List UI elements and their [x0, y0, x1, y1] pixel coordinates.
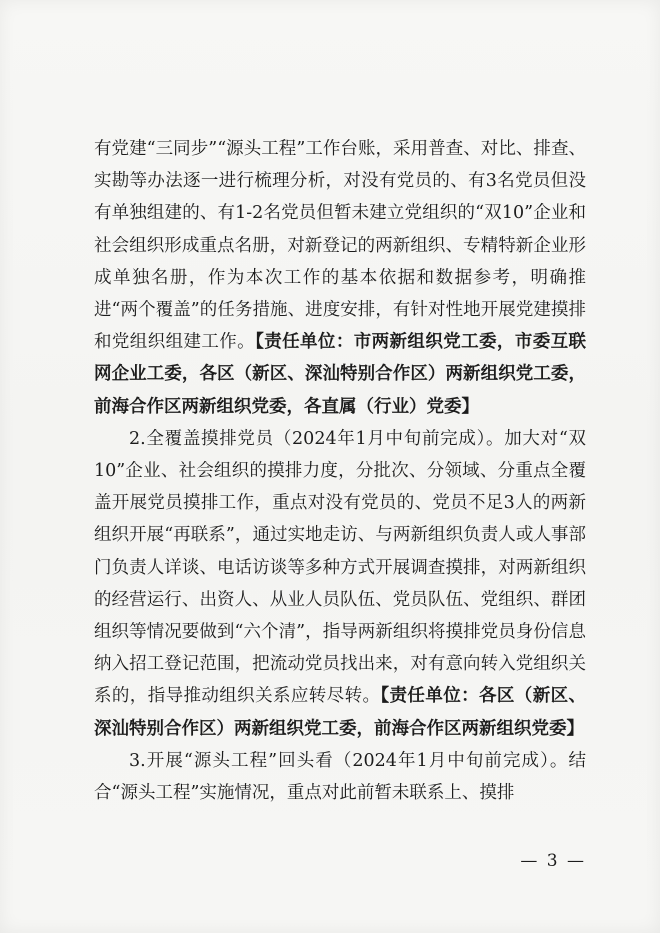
page-number: — 3 — [520, 851, 586, 871]
document-body [94, 133, 586, 809]
paragraph-text: 有党建“三同步”“源头工程”工作台账，采用普查、对比、排查、实勘等办法逐一进行梳理分析，对没有党员的、有3名党员但没有单独组建的、有1-2名党员但暂未建立党组织的“双10”企业和社会组织形成重点名册，对新登记的两新组织、专精特新企业形成单独名册，作为本次工作的基本依据和数据参考，明确推进“两个覆盖”的任务措施、进度安排，有针对性地开展党建摸排和党组织组建工作。 [94, 139, 586, 353]
paragraph-source-project-review [94, 745, 586, 809]
paragraph-party-member-survey [94, 423, 586, 745]
paragraph-text: 3.开展“源头工程”回头看（2024年1月中旬前完成）。结合“源头工程”实施情况，重点对此前暂未联系上、摸排 [94, 750, 586, 804]
responsibility-units: 【责任单位：市两新组织党工委，市委互联网企业工委，各区（新区、深汕特别合作区）两新组织党工委，前海合作区两新组织党委，各直属（行业）党委】 [94, 332, 587, 417]
paragraph-text: 2.全覆盖摸排党员（2024年1月中旬前完成）。加大对“双10”企业、社会组织的摸排力度，分批次、分领域、分重点全覆盖开展党员摸排工作，重点对没有党员的、党员不足3人的两新组织开展“再联系”，通过实地走访、与两新组织负责人或人事部门负责人详谈、电话访谈等多种方式开展调查摸排，对两新组织的经营运行、出资人、从业人员队伍、党员队伍、党组织、群团组织等情况要做到“六个清”，指导两新组织将摸排党员身份信息纳入招工登记范围，把流动党员找出来，对有意向转入党组织关系的，指导推动组织关系应转尽转。 [94, 428, 586, 707]
responsibility-units: 【责任单位：各区（新区、深汕特别合作区）两新组织党工委，前海合作区两新组织党委】 [94, 686, 587, 739]
paragraph-ledger-analysis [94, 133, 586, 423]
